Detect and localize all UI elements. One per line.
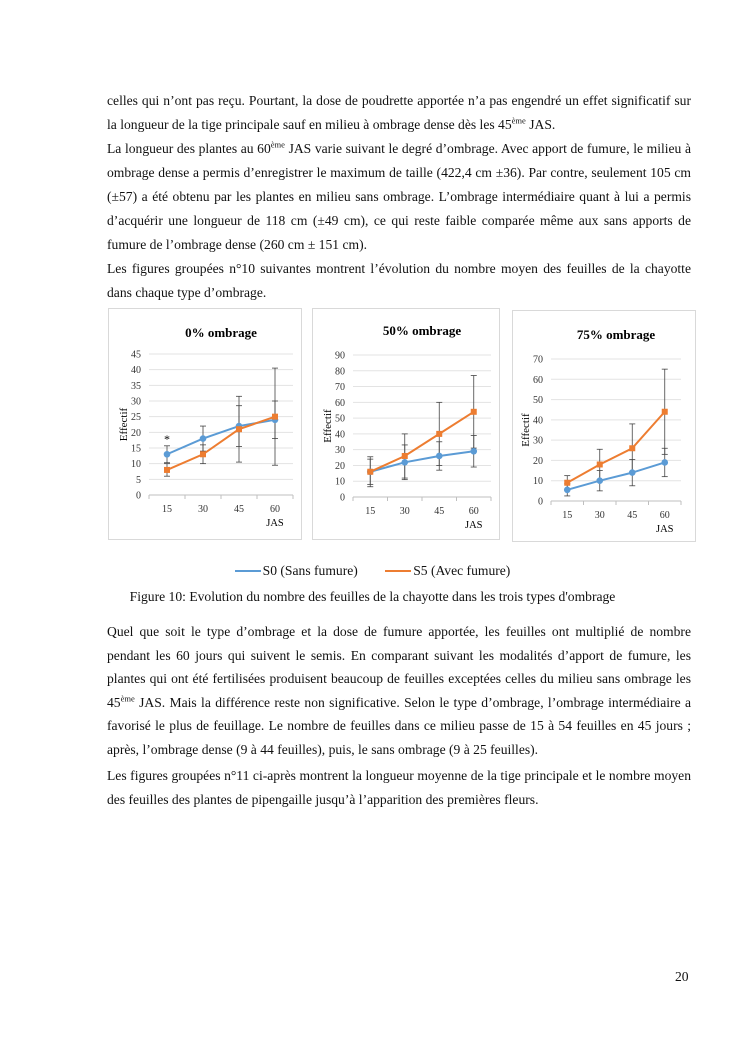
y-tick-label: 0 — [136, 490, 141, 502]
series-line-s5 — [167, 417, 275, 470]
y-tick-label: 50 — [533, 395, 543, 407]
body-text-top — [107, 89, 691, 305]
chart-title: 75% ombrage — [576, 327, 656, 342]
data-point-s5 — [236, 426, 242, 432]
y-tick-label: 30 — [131, 396, 141, 408]
x-tick-label: 30 — [399, 506, 410, 517]
data-point-s5 — [164, 467, 170, 473]
chart-svg — [313, 309, 499, 539]
y-tick-label: 10 — [533, 476, 543, 488]
paragraph — [107, 620, 691, 761]
data-point-s0 — [164, 451, 171, 458]
chart-title: 0% ombrage — [185, 325, 257, 340]
series-line-s0 — [167, 420, 275, 454]
x-tick-label: 30 — [198, 504, 208, 515]
data-point-s0 — [200, 435, 207, 442]
x-tick-label: 45 — [627, 510, 638, 521]
y-tick-label: 40 — [131, 365, 141, 377]
x-tick-label: 45 — [234, 504, 244, 515]
y-axis-label: Effectif — [322, 409, 334, 443]
y-tick-label: 25 — [131, 412, 141, 424]
text-run: JAS varie suivant le degré d’ombrage. Avec apport de fumure, le milieu à ombrage dense a permis d’enregistrer le maximum de taille (422,4 cm ±36). Par contre, seulement 105 cm (±57) a été obtenu par les plantes en milieu sans ombrage. L’ombrage intermédiaire quant à lui a permis d’acquérir une longueur de 118 cm (±49 cm), ce qui reste faible comparée même aux sans apports de fumure de l’ombrage dense (260 cm ± 151 cm). — [107, 141, 692, 252]
y-tick-label: 20 — [533, 455, 543, 467]
x-tick-label: 60 — [659, 510, 670, 521]
data-point-s5 — [367, 469, 373, 475]
x-tick-label: 45 — [434, 506, 445, 517]
data-point-s5 — [629, 445, 635, 451]
data-point-s0 — [661, 459, 668, 466]
series-line-s5 — [567, 412, 665, 483]
text-run: Les figures groupées n°11 ci-après montrent la longueur moyenne de la tige principale et le nombre moyen des feuilles des plantes de pipengaille jusqu’à l’apparition des premières fleurs. — [107, 768, 691, 807]
y-tick-label: 90 — [335, 350, 345, 362]
data-point-s5 — [662, 409, 668, 415]
data-point-s5 — [272, 414, 278, 420]
text-run: La longueur des plantes au 60 — [107, 141, 271, 156]
series-line-s5 — [370, 412, 474, 472]
superscript: ème — [270, 139, 285, 150]
legend-item-s5 — [385, 563, 510, 579]
data-point-s5 — [597, 461, 603, 467]
y-tick-label: 20 — [131, 427, 141, 439]
y-tick-label: 45 — [131, 349, 141, 361]
paragraph — [107, 89, 691, 137]
chart-svg — [109, 309, 301, 539]
data-point-s5 — [402, 453, 408, 459]
chart-50-ombrage — [312, 308, 500, 540]
x-tick-label: 30 — [594, 510, 605, 521]
y-tick-label: 15 — [131, 443, 141, 455]
y-axis-label: Effectif — [520, 413, 532, 447]
y-tick-label: 30 — [335, 445, 345, 457]
figure-caption: Figure 10: Evolution du nombre des feuilles de la chayotte dans les trois types d'ombrage — [129, 589, 616, 604]
chart-legend — [0, 560, 745, 579]
chart-svg — [513, 311, 695, 541]
y-tick-label: 80 — [335, 366, 345, 378]
x-axis-label: JAS — [464, 520, 483, 531]
x-tick-label: 60 — [270, 504, 280, 515]
data-point-s0 — [596, 477, 603, 484]
y-tick-label: 40 — [533, 415, 543, 427]
paragraph — [107, 257, 691, 305]
series-line-s0 — [567, 462, 665, 489]
significance-marker: * — [164, 431, 170, 446]
data-point-s5 — [564, 480, 570, 486]
paragraph — [107, 764, 691, 811]
x-tick-label: 15 — [365, 506, 376, 517]
y-tick-label: 70 — [335, 382, 345, 394]
x-tick-label: 15 — [162, 504, 172, 515]
x-axis-label: JAS — [266, 518, 284, 529]
y-tick-label: 50 — [335, 413, 345, 425]
chart-75-ombrage — [512, 310, 696, 542]
legend-swatch-s5 — [385, 570, 411, 572]
y-tick-label: 5 — [136, 474, 141, 486]
data-point-s0 — [401, 459, 408, 466]
y-tick-label: 30 — [533, 435, 543, 447]
y-tick-label: 35 — [131, 380, 141, 392]
y-tick-label: 40 — [335, 429, 345, 441]
legend-label: S5 (Avec fumure) — [413, 563, 511, 578]
chart-0-ombrage — [108, 308, 302, 540]
text-run: Quel que soit le type d’ombrage et la dose de fumure apportée, les feuilles ont multiplié de nombre pendant les 60 jours qui suivent le semis. En comparant suivant les modalités d’apport de fumure, les plantes qui ont été fertilisées produisent beaucoup de feuilles exceptées celles du milieu sans ombrage les 45 — [107, 624, 691, 710]
data-point-s5 — [471, 409, 477, 415]
data-point-s0 — [470, 448, 477, 455]
legend-item-s0 — [235, 563, 358, 579]
legend-label: S0 (Sans fumure) — [262, 563, 358, 578]
body-text-bottom — [107, 620, 691, 814]
paragraph — [107, 137, 691, 257]
y-tick-label: 0 — [538, 496, 543, 508]
y-tick-label: 10 — [131, 459, 141, 471]
y-axis-label: Effectif — [118, 407, 130, 442]
legend-swatch-s0 — [235, 570, 261, 572]
superscript: ème — [120, 692, 135, 703]
text-run: JAS. — [525, 117, 556, 132]
x-tick-label: 15 — [562, 510, 573, 521]
y-tick-label: 70 — [533, 354, 543, 366]
chart-title: 50% ombrage — [382, 323, 462, 338]
x-tick-label: 60 — [468, 506, 479, 517]
series-line-s0 — [370, 451, 474, 472]
y-tick-label: 10 — [335, 476, 345, 488]
text-run: Les figures groupées n°10 suivantes montrent l’évolution du nombre moyen des feuilles de la chayotte dans chaque type d’ombrage. — [107, 261, 691, 300]
text-run: JAS. Mais la différence reste non significative. Selon le type d’ombrage, l’ombrage intermédiaire a favorisé le plus de feuillage. Le nombre de feuilles dans ce milieu passe de 15 à 54 feuilles en 45 jours ; après, l’ombrage dense (9 à 44 feuilles), puis, le sans ombrage (9 à 25 feuilles). — [107, 694, 691, 757]
x-axis-label: JAS — [655, 524, 674, 535]
data-point-s0 — [564, 487, 571, 494]
data-point-s0 — [436, 453, 443, 460]
y-tick-label: 0 — [340, 492, 345, 504]
y-tick-label: 60 — [335, 397, 345, 409]
y-tick-label: 60 — [533, 374, 543, 386]
data-point-s5 — [436, 431, 442, 437]
data-point-s0 — [629, 469, 636, 476]
data-point-s5 — [200, 451, 206, 457]
page-number: 20 — [675, 969, 689, 984]
text-run: celles qui n’ont pas reçu. Pourtant, la dose de poudrette apportée n’a pas engendré un effet significatif sur la longueur de la tige principale sauf en milieu à ombrage dense dès les 45 — [107, 93, 691, 132]
y-tick-label: 20 — [335, 460, 345, 472]
superscript: ème — [511, 115, 526, 126]
